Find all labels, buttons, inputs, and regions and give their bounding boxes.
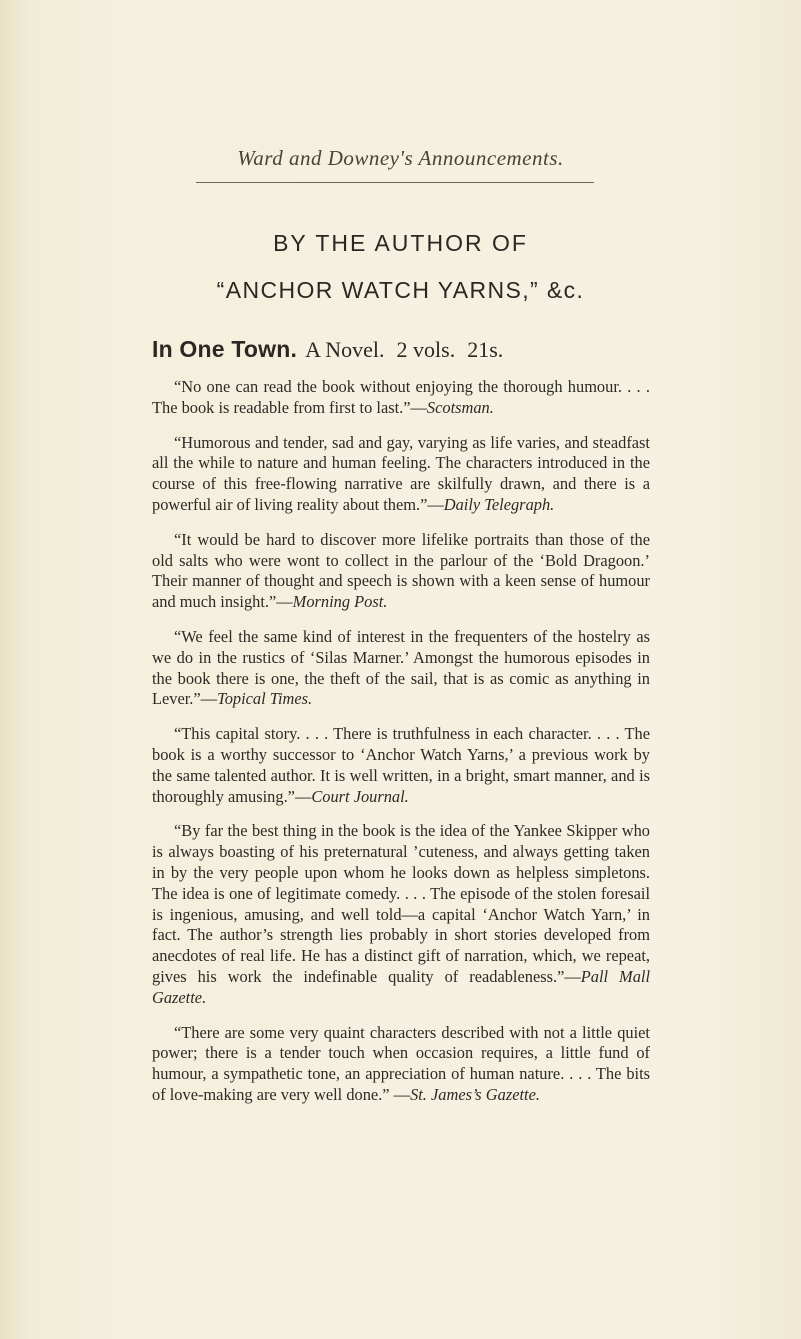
review-source: Daily Telegraph. bbox=[443, 494, 555, 514]
review-source: Pall Mall Gazette. bbox=[152, 966, 651, 1007]
review-source: Scotsman. bbox=[426, 397, 494, 417]
author-heading-line2: “ANCHOR WATCH YARNS,” &c. bbox=[216, 277, 585, 303]
review-quote: “By far the best thing in the book is the idea of the Yankee Skipper who is always boasting of his preternatural ’cuteness, and always getting taken in by the very people upon whom he looks down as helpless simpletons. The idea is one of legitimate comedy. . . . The episode of the stolen foresail is ingenious, amusing, and well told—a capital ‘Anchor Watch Yarn,’ in fact. The author’s strength lies probably in short stories developed from anecdotes of real life. He has a distinct gift of narration, which, we repeat, gives his work the indefinable quality of readableness.”— bbox=[152, 821, 650, 986]
running-head: Ward and Downey's Announcements. bbox=[237, 146, 564, 170]
press-reviews bbox=[152, 377, 650, 1120]
header-rule bbox=[196, 182, 594, 183]
review-quote: “No one can read the book without enjoying the thorough humour. . . . The book is readable from first to last.”— bbox=[152, 377, 650, 417]
book-description: A Novel. bbox=[305, 337, 385, 362]
review-source: Topical Times. bbox=[217, 689, 313, 709]
review-topical-times bbox=[152, 627, 650, 710]
book-entry bbox=[152, 336, 712, 363]
review-court-journal bbox=[152, 724, 650, 807]
review-quote: “We feel the same kind of interest in the frequenters of the hostelry as we do in the rustics of ‘Silas Marner.’ Amongst the humorous episodes in the book there is one, the theft of the sail, that is as comic as anything in Lever.”— bbox=[152, 626, 650, 709]
book-volumes: 2 vols. bbox=[396, 337, 456, 362]
review-quote: “Humorous and tender, sad and gay, varying as life varies, and steadfast all the while to nature and human feeling. The characters introduced in the course of this free-flowing narrative are skilfully drawn, and there is a powerful air of living reality about them.”— bbox=[152, 432, 650, 514]
book-title: In One Town. bbox=[152, 336, 298, 362]
review-daily-telegraph bbox=[152, 433, 650, 516]
review-source: Court Journal. bbox=[311, 786, 409, 806]
review-source: Morning Post. bbox=[292, 592, 388, 612]
review-pall-mall-gazette bbox=[152, 821, 650, 1008]
review-source: St. James’s Gazette. bbox=[410, 1084, 540, 1104]
author-heading-line1: BY THE AUTHOR OF bbox=[273, 230, 528, 256]
review-quote: “It would be hard to discover more lifelike portraits than those of the old salts who were wont to collect in the parlour of the ‘Bold Dragoon.’ Their manner of thought and speech is shown with a keen sense of humour and much insight.”— bbox=[152, 529, 650, 612]
review-morning-post bbox=[152, 530, 650, 613]
review-scotsman bbox=[152, 377, 650, 419]
review-st-james-gazette bbox=[152, 1023, 650, 1106]
book-price: 21s. bbox=[467, 337, 504, 362]
review-quote: “There are some very quaint characters described with not a little quiet power; there is a tender touch when occasion requires, a little fund of humour, a sympathetic tone, an appreciation of human nature. . . . The bits of love-making are very well done.” — bbox=[152, 1022, 650, 1104]
review-quote: “This capital story. . . . There is truthfulness in each character. . . . The book is a worthy successor to ‘Anchor Watch Yarns,’ a previous work by the same talented author. It is well written, in a bright, smart manner, and is thoroughly amusing.”— bbox=[152, 724, 650, 806]
